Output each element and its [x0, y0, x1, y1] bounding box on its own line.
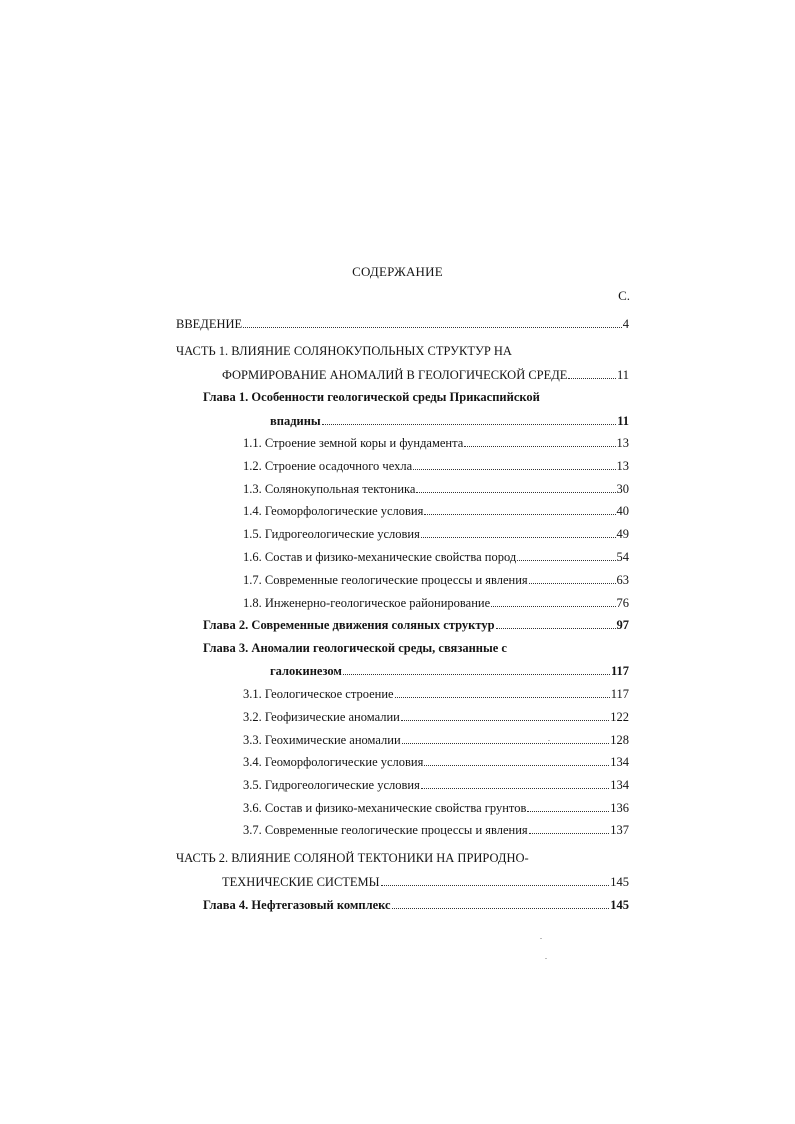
entry-title: ФОРМИРОВАНИЕ АНОМАЛИЙ В ГЕОЛОГИЧЕСКОЙ СРЕДЕ: [222, 368, 568, 382]
entry-page: 13: [616, 459, 629, 473]
leader-dots: [491, 595, 615, 607]
entry-title: 1.1. Строение земной коры и фундамента: [243, 436, 464, 450]
toc-entry-part2-line1[interactable]: ЧАСТЬ 2. ВЛИЯНИЕ СОЛЯНОЙ ТЕКТОНИКИ НА ПРИРОДНО-: [176, 851, 529, 865]
entry-page: 13: [616, 436, 629, 450]
entry-page: 145: [610, 898, 629, 912]
entry-page: 54: [616, 550, 629, 564]
entry-page: 134: [610, 755, 629, 769]
toc-title: СОДЕРЖАНИЕ: [352, 264, 443, 279]
entry-page: 4: [622, 317, 629, 331]
entry-title: 1.2. Строение осадочного чехла: [243, 459, 413, 473]
entry-title: 1.7. Современные геологические процессы и явления: [243, 573, 528, 587]
leader-dots: [568, 367, 616, 379]
toc-entry-section-1-4[interactable]: [243, 503, 629, 519]
entry-page: 97: [616, 618, 629, 632]
toc-entry-section-1-3[interactable]: [243, 481, 629, 497]
leader-dots: [343, 663, 610, 675]
entry-title: Глава 4. Нефтегазовый комплекс: [203, 898, 391, 912]
leader-dots: [416, 481, 615, 493]
entry-page: 11: [617, 414, 629, 428]
entry-title: галокинезом: [270, 664, 342, 678]
entry-page: 76: [616, 596, 629, 610]
toc-entry-section-3-5[interactable]: [243, 777, 629, 793]
toc-entry-chapter4[interactable]: [203, 897, 629, 913]
entry-title: 3.6. Состав и физико-механические свойства грунтов: [243, 801, 527, 815]
scan-speck: [548, 740, 550, 741]
entry-title: 1.4. Геоморфологические условия: [243, 504, 424, 518]
entry-page: 49: [616, 527, 629, 541]
page-column-label: С.: [618, 288, 630, 303]
toc-entry-section-1-2[interactable]: [243, 458, 629, 474]
toc-entry-section-3-4[interactable]: [243, 754, 629, 770]
entry-title: 3.3. Геохимические аномалии: [243, 733, 401, 747]
leader-dots: [529, 572, 616, 584]
leader-dots: [381, 874, 610, 886]
toc-entry-chapter3-line1[interactable]: Глава 3. Аномалии геологической среды, связанные с: [203, 641, 507, 655]
entry-title: 1.3. Солянокупольная тектоника: [243, 482, 416, 496]
leader-dots: [421, 526, 616, 538]
entry-page: 145: [610, 875, 629, 889]
toc-entry-intro[interactable]: [176, 316, 629, 332]
entry-page: 11: [616, 368, 629, 382]
entry-page: 63: [616, 573, 629, 587]
entry-title: Глава 2. Современные движения соляных структур: [203, 618, 495, 632]
leader-dots: [421, 777, 609, 789]
entry-title: 3.2. Геофизические аномалии: [243, 710, 400, 724]
leader-dots: [529, 822, 610, 834]
leader-dots: [401, 709, 609, 721]
leader-dots: [424, 503, 615, 515]
leader-dots: [424, 754, 609, 766]
entry-page: 40: [616, 504, 629, 518]
entry-page: 117: [610, 687, 629, 701]
entry-title: 3.5. Гидрогеологические условия: [243, 778, 420, 792]
leader-dots: [527, 800, 609, 812]
entry-title: 3.1. Геологическое строение: [243, 687, 394, 701]
entry-title: 3.4. Геоморфологические условия: [243, 755, 424, 769]
leader-dots: [496, 617, 616, 629]
toc-entry-part1-line2[interactable]: [222, 367, 629, 383]
toc-entry-section-1-1[interactable]: [243, 435, 629, 451]
leader-dots: [464, 435, 615, 447]
leader-dots: [395, 686, 610, 698]
toc-entry-chapter2[interactable]: [203, 617, 629, 633]
entry-title: ТЕХНИЧЕСКИЕ СИСТЕМЫ: [222, 875, 380, 889]
toc-entry-part1-line1[interactable]: ЧАСТЬ 1. ВЛИЯНИЕ СОЛЯНОКУПОЛЬНЫХ СТРУКТУР НА: [176, 344, 512, 358]
entry-page: 30: [616, 482, 629, 496]
leader-dots: [243, 316, 622, 328]
leader-dots: [402, 732, 610, 744]
scan-speck: [540, 938, 542, 939]
entry-title: ВВЕДЕНИЕ: [176, 317, 243, 331]
entry-title: впадины: [270, 414, 321, 428]
toc-entry-section-1-8[interactable]: [243, 595, 629, 611]
scan-speck: [545, 958, 547, 959]
toc-entry-section-1-5[interactable]: [243, 526, 629, 542]
toc-entry-section-3-1[interactable]: [243, 686, 629, 702]
entry-title: 1.5. Гидрогеологические условия: [243, 527, 420, 541]
entry-page: 136: [610, 801, 629, 815]
entry-title: 3.7. Современные геологические процессы и явления: [243, 823, 528, 837]
toc-entry-section-3-3[interactable]: [243, 732, 629, 748]
entry-title: 1.8. Инженерно-геологическое районирование: [243, 596, 491, 610]
toc-entry-section-3-6[interactable]: [243, 800, 629, 816]
toc-entry-section-1-6[interactable]: [243, 549, 629, 565]
toc-entry-chapter1-line2[interactable]: [270, 413, 629, 429]
entry-page: 137: [610, 823, 629, 837]
toc-entry-section-3-2[interactable]: [243, 709, 629, 725]
entry-page: 128: [610, 733, 629, 747]
toc-entry-section-1-7[interactable]: [243, 572, 629, 588]
toc-entry-part2-line2[interactable]: [222, 874, 629, 890]
leader-dots: [413, 458, 615, 470]
leader-dots: [517, 549, 615, 561]
entry-page: 117: [610, 664, 629, 678]
toc-entry-section-3-7[interactable]: [243, 822, 629, 838]
toc-entry-chapter1-line1[interactable]: Глава 1. Особенности геологической среды Прикаспийской: [203, 390, 540, 404]
entry-title: 1.6. Состав и физико-механические свойства пород: [243, 550, 517, 564]
entry-page: 122: [610, 710, 629, 724]
toc-entry-chapter3-line2[interactable]: [270, 663, 629, 679]
leader-dots: [322, 413, 616, 425]
entry-page: 134: [610, 778, 629, 792]
leader-dots: [392, 897, 610, 909]
